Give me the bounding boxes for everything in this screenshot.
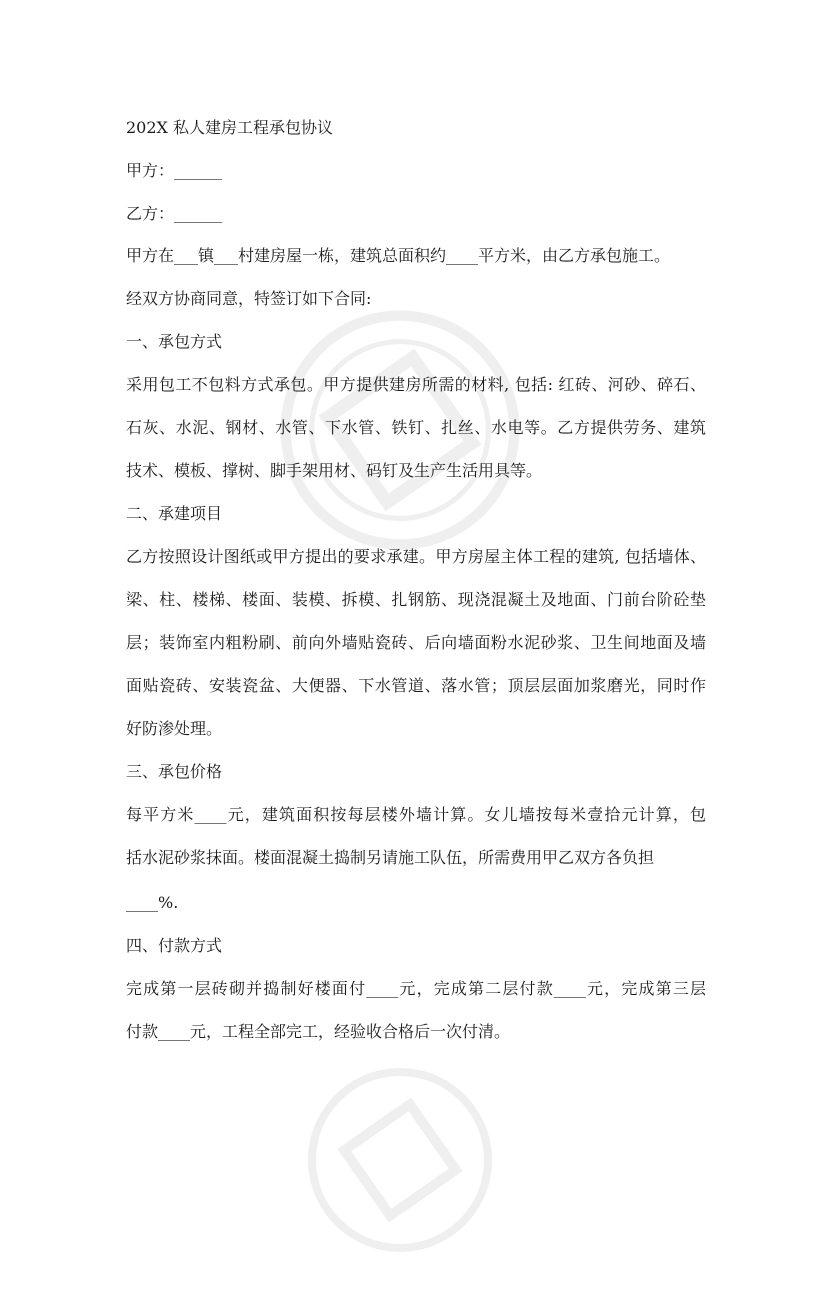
party-a-line: 甲方：______ (126, 161, 223, 180)
section-text-line: 技术、模板、撑树、脚手架用材、码钉及生产生活用具等。 (126, 461, 543, 480)
section-heading: 四、付款方式 (126, 936, 223, 955)
section-text-line: 括水泥砂浆抹面。楼面混凝土捣制另请施工队伍，所需费用甲乙双方各负担 (126, 848, 655, 867)
section-heading: 二、承建项目 (126, 504, 223, 523)
section-text-line: 采用包工不包料方式承包。甲方提供建房所需的材料, 包括: 红砖、河砂、碎石、 (126, 375, 706, 394)
section-text-line: 石灰、水泥、钢材、水管、下水管、铁钉、扎丝、水电等。乙方提供劳务、建筑 (126, 418, 706, 437)
document-title: 202X 私人建房工程承包协议 (126, 118, 334, 137)
agreement-statement: 经双方协商同意，特签订如下合同: (126, 289, 372, 308)
section-text-line: 付款____元，工程全部完工，经验收合格后一次付清。 (126, 1022, 511, 1041)
party-b-line: 乙方：______ (126, 204, 223, 223)
section-text-line: 面贴瓷砖、安装瓷盆、大便器、下水管道、落水管；顶层层面加浆磨光，同时作 (126, 676, 706, 695)
intro-paragraph: 甲方在___镇___村建房屋一栋，建筑总面积约____平方米，由乙方承包施工。 (126, 246, 671, 265)
section-text-line: 完成第一层砖砌并捣制好楼面付____元，完成第二层付款____元，完成第三层 (126, 979, 706, 998)
section-text-line: 乙方按照设计图纸或甲方提出的要求承建。甲方房屋主体工程的建筑, 包括墙体、 (126, 547, 706, 566)
section-heading: 三、承包价格 (126, 762, 223, 781)
section-heading: 一、承包方式 (126, 332, 223, 351)
section-text-line: 好防渗处理。 (126, 719, 223, 738)
section-text-line: 梁、柱、楼梯、楼面、装模、拆模、扎钢筋、现浇混凝土及地面、门前台阶砼垫 (126, 590, 706, 609)
section-text-line: 层；装饰室内粗粉刷、前向外墙贴瓷砖、后向墙面粉水泥砂浆、卫生间地面及墙 (126, 633, 706, 652)
section-text-line: 每平方米____元，建筑面积按每层楼外墙计算。女儿墙按每米壹拾元计算，包 (126, 805, 706, 824)
section-text-line: ____%. (126, 893, 179, 912)
watermark-seal-icon (261, 1021, 540, 1299)
